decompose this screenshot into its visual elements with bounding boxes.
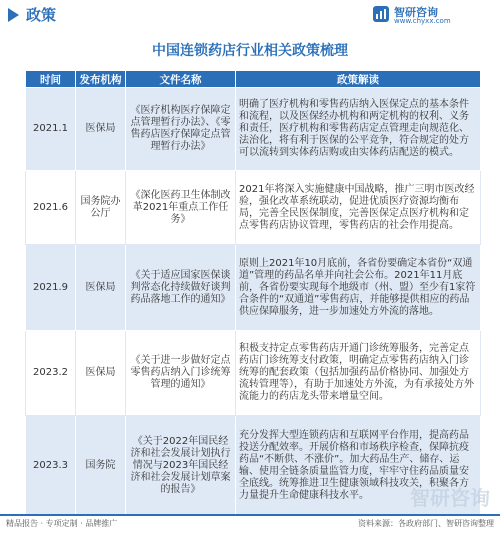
brand-logo[interactable]	[372, 3, 492, 27]
footer-services: 精品报告 · 专项定制 · 品牌推广	[6, 519, 118, 528]
cell-time: 2023.2	[26, 331, 76, 416]
cell-interp: 2021年将深入实施健康中国战略，推广三明市医改经验，强化改革系统联动，促进优质医疗资源均衡布局，完善全民医保制度，完善医保定点医疗机构和定点零售药店协议管理，零售药店的社会作用提高。	[236, 171, 481, 245]
column-header-org: 发布机构	[76, 71, 126, 88]
table-row	[26, 171, 481, 245]
section-marker-icon	[8, 8, 19, 22]
cell-time: 2021.1	[26, 88, 76, 171]
page-title: 中国连锁药店行业相关政策梳理	[152, 43, 348, 59]
column-header-interp: 政策解读	[236, 71, 481, 88]
watermark: 智研咨询	[410, 486, 490, 510]
cell-org: 国务院办公厅	[76, 171, 126, 245]
table-row	[26, 88, 481, 171]
cell-org: 医保局	[76, 88, 126, 171]
brand-name: 智研咨询	[394, 6, 438, 19]
section-label: 政策	[26, 6, 57, 24]
table-header-row	[26, 71, 481, 88]
table-row	[26, 331, 481, 416]
column-header-doc: 文件名称	[126, 71, 236, 88]
brand-url: www.chyxx.com	[394, 17, 451, 25]
top-bar	[0, 0, 500, 30]
cell-interp: 原则上2021年10月底前，各省份要确定本省份“双通道”管理的药品名单并向社会公布。2021年11月底前，各省份要实现每个地级市（州、盟）至少有1家符合条件的“双通道”零售药店，并能够提供相应的药品供应保障服务，进一步加速处方外流的落地。	[236, 245, 481, 331]
cell-interp: 充分发挥大型连锁药店和互联网平台作用，提高药品投送分配效率。开展价格和市场秩序检查，保障抗疫药品“不断供、不涨价”。加大药品生产、储存、运输、使用全链条质量监管力度，牢牢守住药品质量安全底线。统筹推进卫生健康领域科技攻关，积聚各方力量提升生命健康科技水平。	[236, 416, 481, 516]
cell-time: 2023.3	[26, 416, 76, 516]
cell-interp: 明确了医疗机构和零售药店纳入医保定点的基本条件和流程，以及医保经办机构和两定机构的权利、义务和责任，医疗机构和零售药店定点管理走向规范化、法治化，将有利于医保的公平竞争，符合规定的处方可以流转到实体药店购或由实体药店配送的模式。	[236, 88, 481, 171]
cell-time: 2021.6	[26, 171, 76, 245]
brand-logo-icon	[372, 5, 390, 23]
cell-doc: 《深化医药卫生体制改革2021年重点工作任务》	[126, 171, 236, 245]
cell-org: 医保局	[76, 245, 126, 331]
cell-doc: 《关于进一步做好定点零售药店纳入门诊统筹管理的通知》	[126, 331, 236, 416]
column-header-time: 时间	[26, 71, 76, 88]
cell-org: 医保局	[76, 331, 126, 416]
cell-org: 国务院	[76, 416, 126, 516]
policy-table	[25, 70, 481, 516]
cell-time: 2021.9	[26, 245, 76, 331]
cell-interp: 积极支持定点零售药店开通门诊统筹服务，完善定点药店门诊统筹支付政策，明确定点零售药店纳入门诊统筹的配套政策（包括加强药品价格协同、加强处方流转管理等），有助于加速处方外流，为有承接处方外流能力的药店龙头带来增量空间。	[236, 331, 481, 416]
cell-doc: 《医疗机构医疗保障定点管理暂行办法》、《零售药店医疗保障定点管理暂行办法》	[126, 88, 236, 171]
cell-doc: 《关于适应国家医保谈判常态化持续做好谈判药品落地工作的通知》	[126, 245, 236, 331]
footer	[0, 514, 500, 533]
table-row	[26, 245, 481, 331]
footer-source: 资料来源：各政府部门、智研咨询整理	[358, 519, 494, 528]
cell-doc: 《关于2022年国民经济和社会发展计划执行情况与2023年国民经济和社会发展计划草案的报告》	[126, 416, 236, 516]
